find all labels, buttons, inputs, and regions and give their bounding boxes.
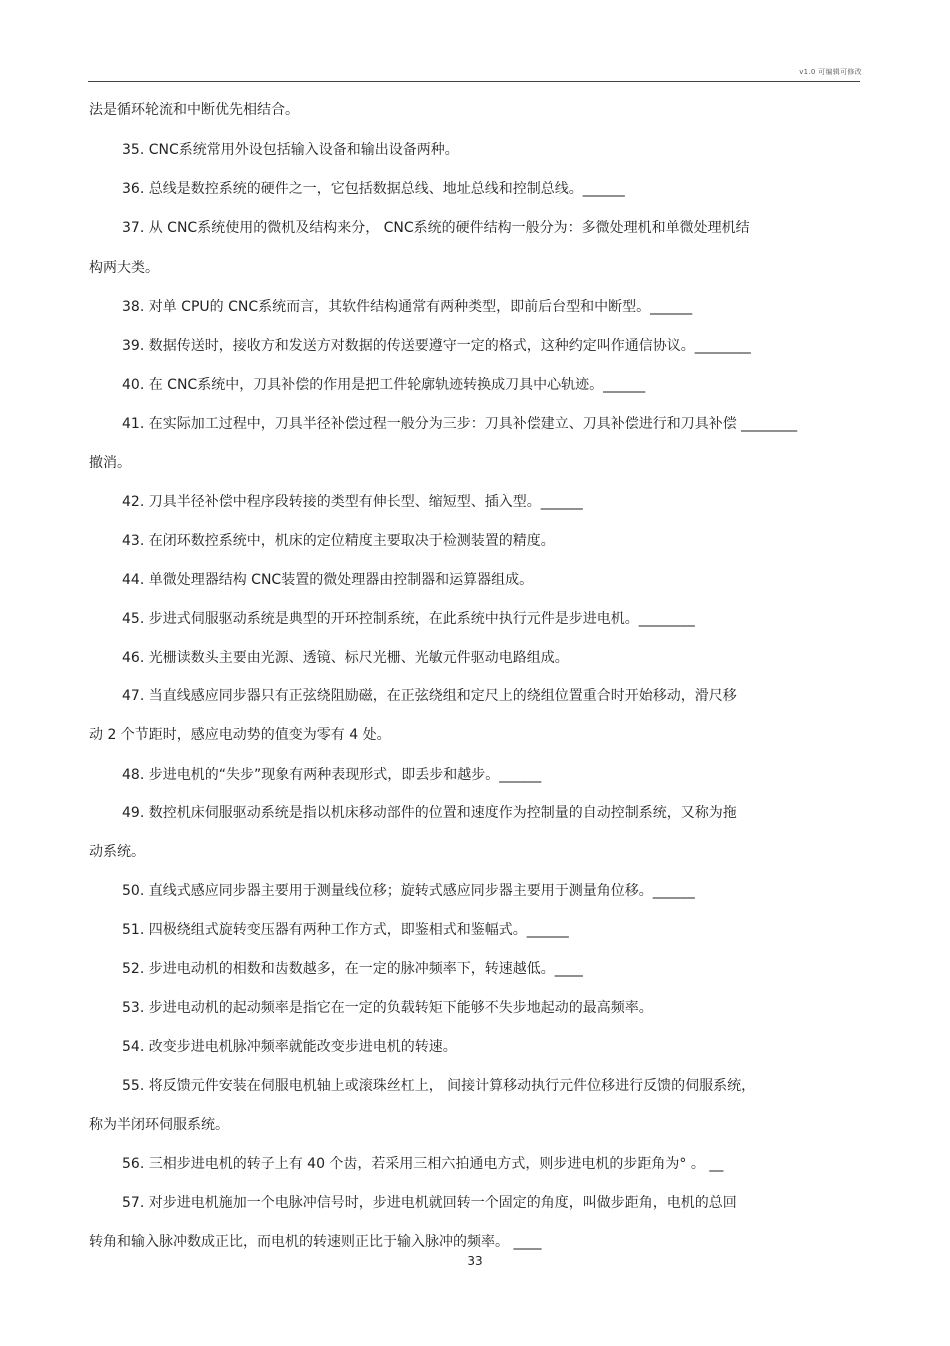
- text-line: 称为半闭环伺服系统。: [89, 1117, 229, 1133]
- text-line: 47. 当直线感应同步器只有正弦绕阻励磁，在正弦绕组和定尺上的绕组位置重合时开始移动，滑尺移: [122, 688, 737, 704]
- text-line: 39. 数据传送时，接收方和发送方对数据的传送要遵守一定的格式，这种约定叫作通信协议。________: [122, 338, 751, 354]
- text-line: 51. 四极绕组式旋转变压器有两种工作方式，即鉴相式和鉴幅式。______: [122, 922, 569, 938]
- text-line: 构两大类。: [89, 260, 159, 276]
- text-line: 49. 数控机床伺服驱动系统是指以机床移动部件的位置和速度作为控制量的自动控制系统，又称为拖: [122, 805, 737, 821]
- header-divider: [88, 81, 860, 82]
- text-line: 53. 步进电动机的起动频率是指它在一定的负载转矩下能够不失步地起动的最高频率。: [122, 1000, 653, 1016]
- text-line: 50. 直线式感应同步器主要用于测量线位移；旋转式感应同步器主要用于测量角位移。______: [122, 883, 695, 899]
- page-number: 33: [467, 1254, 483, 1268]
- text-line: 52. 步进电动机的相数和齿数越多，在一定的脉冲频率下，转速越低。____: [122, 961, 583, 977]
- text-line: 35. CNC系统常用外设包括输入设备和输出设备两种。: [122, 142, 459, 158]
- text-line: 42. 刀具半径补偿中程序段转接的类型有伸长型、缩短型、插入型。______: [122, 494, 583, 510]
- text-line: 57. 对步进电机施加一个电脉冲信号时，步进电机就回转一个固定的角度，叫做步距角，电机的总回: [122, 1195, 737, 1211]
- text-line: 40. 在 CNC系统中，刀具补偿的作用是把工件轮廓轨迹转换成刀具中心轨迹。______: [122, 377, 646, 393]
- text-line: 56. 三相步进电机的转子上有 40 个齿，若采用三相六拍通电方式，则步进电机的步距角为° 。 __: [122, 1156, 724, 1172]
- text-line: 动 2 个节距时，感应电动势的值变为零有 4 处。: [89, 727, 391, 743]
- text-line: 41. 在实际加工过程中，刀具半径补偿过程一般分为三步：刀具补偿建立、刀具补偿进行和刀具补偿 ________: [122, 416, 798, 432]
- text-line: 46. 光栅读数头主要由光源、透镜、标尺光栅、光敏元件驱动电路组成。: [122, 650, 569, 666]
- text-line: 44. 单微处理器结构 CNC装置的微处理器由控制器和运算器组成。: [122, 572, 534, 588]
- text-line: 转角和输入脉冲数成正比，而电机的转速则正比于输入脉冲的频率。 ____: [89, 1234, 542, 1250]
- text-line: 54. 改变步进电机脉冲频率就能改变步进电机的转速。: [122, 1039, 457, 1055]
- text-line: 43. 在闭环数控系统中，机床的定位精度主要取决于检测装置的精度。: [122, 533, 555, 549]
- text-line: 法是循环轮流和中断优先相结合。: [89, 102, 299, 118]
- header-version-label: v1.0 可编辑可修改: [799, 68, 862, 76]
- text-line: 45. 步进式伺服驱动系统是典型的开环控制系统，在此系统中执行元件是步进电机。________: [122, 611, 695, 627]
- text-line: 38. 对单 CPU的 CNC系统而言，其软件结构通常有两种类型，即前后台型和中断型。______: [122, 299, 693, 315]
- text-line: 动系统。: [89, 844, 145, 860]
- text-line: 48. 步进电机的“失步”现象有两种表现形式，即丢步和越步。______: [122, 767, 542, 783]
- text-line: 36. 总线是数控系统的硬件之一，它包括数据总线、地址总线和控制总线。______: [122, 181, 625, 197]
- text-line: 55. 将反馈元件安装在伺服电机轴上或滚珠丝杠上， 间接计算移动执行元件位移进行反馈的伺服系统，: [122, 1078, 756, 1094]
- text-line: 撤消。: [89, 455, 131, 471]
- text-line: 37. 从 CNC系统使用的微机及结构来分， CNC系统的硬件结构一般分为：多微处理机和单微处理机结: [122, 220, 750, 236]
